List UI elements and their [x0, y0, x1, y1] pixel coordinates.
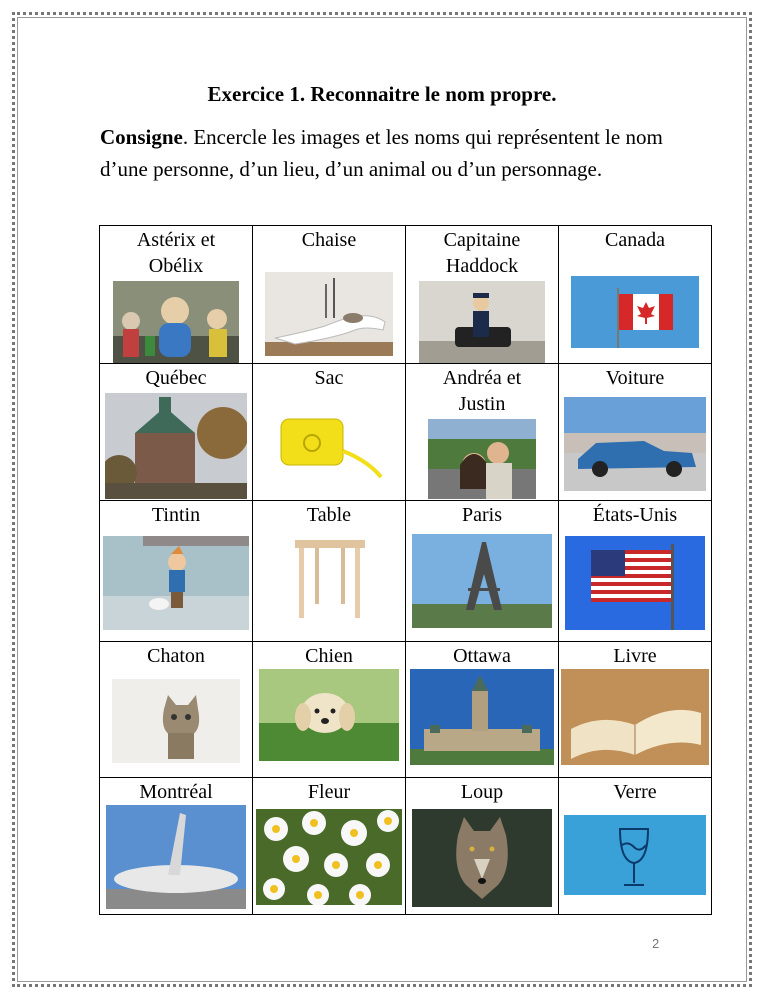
tintin-figurine-photo [103, 536, 249, 630]
grid-cell[interactable] [559, 364, 712, 501]
daisy-flowers-photo [256, 809, 402, 905]
paris-eiffel-tower-photo [412, 534, 552, 628]
grid-cell[interactable] [100, 226, 253, 364]
grid-cell[interactable] [406, 501, 559, 642]
grid-cell[interactable] [100, 364, 253, 501]
cell-label: Livre [613, 645, 657, 667]
instruction-label: Consigne [100, 125, 183, 149]
cell-label: Montréal [139, 781, 213, 803]
cell-label: Chaton [147, 645, 205, 667]
andrea-justin-couple-photo [428, 419, 536, 499]
cell-label: Sac [314, 367, 344, 389]
grid-cell[interactable] [253, 364, 406, 501]
cell-label: Verre [613, 781, 657, 803]
grid-cell[interactable] [406, 778, 559, 915]
grid-cell[interactable] [559, 642, 712, 778]
canada-flag-photo [571, 276, 699, 348]
ottawa-parliament-photo [410, 669, 554, 765]
grid-cell[interactable] [253, 501, 406, 642]
page-number: 2 [652, 936, 660, 951]
wolf-photo [412, 809, 552, 907]
wooden-table-photo [279, 530, 379, 630]
cell-label: Loup [460, 781, 504, 803]
picture-grid [99, 225, 712, 915]
cell-label: Voiture [605, 367, 665, 389]
wine-glass-photo [564, 815, 706, 895]
cell-label: Québec [145, 367, 207, 389]
cell-label: Fleur [307, 781, 351, 803]
cell-label: Chaise [301, 229, 357, 251]
grid-cell[interactable] [559, 778, 712, 915]
cell-label: Canada [605, 229, 665, 251]
cell-label: Astérix et Obélix [136, 229, 216, 277]
cell-label: Andréa et Justin [442, 367, 522, 415]
grid-cell[interactable] [559, 501, 712, 642]
open-book-photo [561, 669, 709, 765]
quebec-chateau-frontenac-photo [105, 393, 247, 499]
cell-label: Capitaine Haddock [443, 229, 521, 277]
grid-cell[interactable] [253, 226, 406, 364]
cell-label: Chien [305, 645, 353, 667]
kitten-photo [112, 679, 240, 763]
grid-cell[interactable] [253, 642, 406, 778]
instruction-paragraph [100, 121, 700, 185]
grid-cell[interactable] [100, 778, 253, 915]
yellow-handbag-photo [273, 411, 385, 481]
grid-cell[interactable] [100, 501, 253, 642]
grid-cell[interactable] [559, 226, 712, 364]
asterix-obelix-figurines-photo [113, 281, 239, 363]
cell-label: Tintin [151, 504, 201, 526]
grid-cell[interactable] [406, 642, 559, 778]
cell-label: Ottawa [453, 645, 511, 667]
grid-cell[interactable] [253, 778, 406, 915]
instruction-text: . Encercle les images et les noms qui représentent le nom d’une personne, d’un lieu, d’un animal ou d’un personnage. [100, 125, 663, 181]
montreal-olympic-stadium-photo [106, 805, 246, 909]
cell-label: Table [306, 504, 352, 526]
cell-label: Paris [462, 504, 502, 526]
exercise-title: Exercice 1. Reconnaitre le nom propre. [207, 82, 557, 106]
capitaine-haddock-figurine-photo [419, 281, 545, 363]
cell-label: États-Unis [592, 504, 678, 526]
united-states-flag-photo [565, 536, 705, 630]
grid-cell[interactable] [100, 642, 253, 778]
grid-cell[interactable] [406, 364, 559, 501]
chaise-lounge-chair-photo [265, 272, 393, 356]
puppy-dog-photo [259, 669, 399, 761]
grid-cell[interactable] [406, 226, 559, 364]
vintage-blue-car-photo [564, 397, 706, 491]
